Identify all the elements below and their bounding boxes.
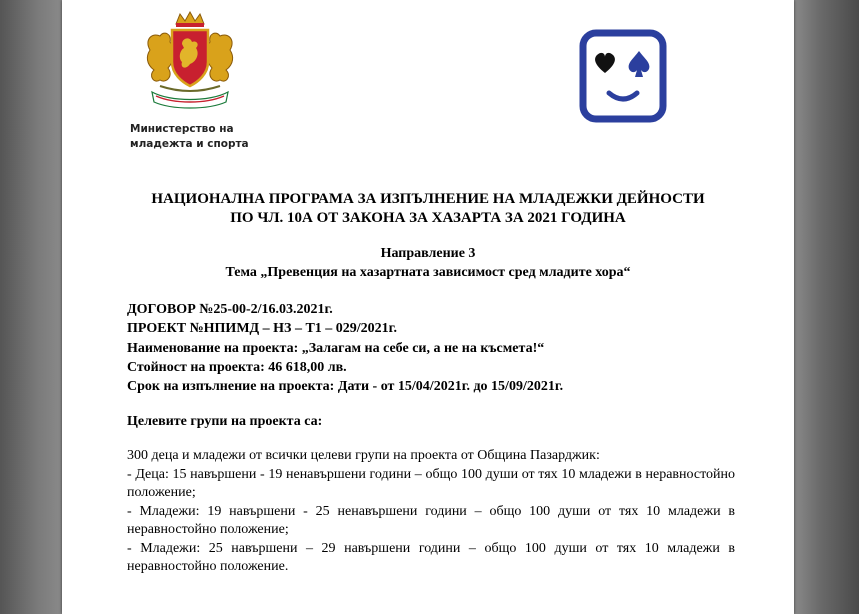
target-groups-intro: 300 деца и младежи от всички целеви групи на проекта от Община Пазарджик:	[127, 448, 600, 463]
program-title-line2: ПО ЧЛ. 10А ОТ ЗАКОНА ЗА ХАЗАРТА ЗА 2021 ГОДИНА	[230, 210, 626, 226]
direction-block	[62, 244, 794, 282]
program-title-line1: НАЦИОНАЛНА ПРОГРАМА ЗА ИЗПЪЛНЕНИЕ НА МЛАДЕЖКИ ДЕЙНОСТИ	[151, 191, 705, 207]
heart-spade-smiley-icon	[579, 29, 667, 123]
target-group-item: - Младежи: 25 навършени – 29 навършени години – общо 100 души от тях 10 младежи в неравностойно положение.	[127, 540, 735, 574]
target-group-item: - Младежи: 19 навършени - 25 ненавършени години – общо 100 души от тях 10 младежи в неравностойно положение;	[127, 503, 735, 537]
ministry-name	[130, 122, 300, 152]
target-group-item: - Деца: 15 навършени - 19 ненавършени години – общо 100 души от тях 10 младежи в неравностойно положение;	[127, 466, 735, 500]
target-groups-list	[127, 447, 735, 577]
project-number: ПРОЕКТ №НПИМД – НЗ – Т1 – 029/2021г.	[127, 321, 397, 337]
viewer-background-left	[0, 0, 62, 614]
direction-label: Направление 3	[380, 246, 476, 261]
contract-number: ДОГОВОР №25-00-2/16.03.2021г.	[127, 302, 333, 317]
ministry-name-line1: Министерство на	[130, 123, 234, 135]
viewer-background-right	[794, 0, 859, 614]
project-info	[127, 300, 767, 396]
project-value: Стойност на проекта: 46 618,00 лв.	[127, 359, 347, 375]
project-period: Срок на изпълнение на проекта: Дати - от 15/04/2021г. до 15/09/2021г.	[127, 379, 564, 395]
document-page	[62, 0, 794, 614]
target-groups-heading: Целевите групи на проекта са:	[127, 414, 323, 429]
direction-topic: Тема „Превенция на хазартната зависимост сред младите хора“	[225, 265, 631, 280]
coat-of-arms-icon	[130, 10, 250, 116]
project-name: Наименование на проекта: „Залагам на себе си, а не на късмета!“	[127, 340, 545, 356]
program-title	[62, 190, 794, 228]
ministry-name-line2: младежта и спорта	[130, 138, 249, 150]
